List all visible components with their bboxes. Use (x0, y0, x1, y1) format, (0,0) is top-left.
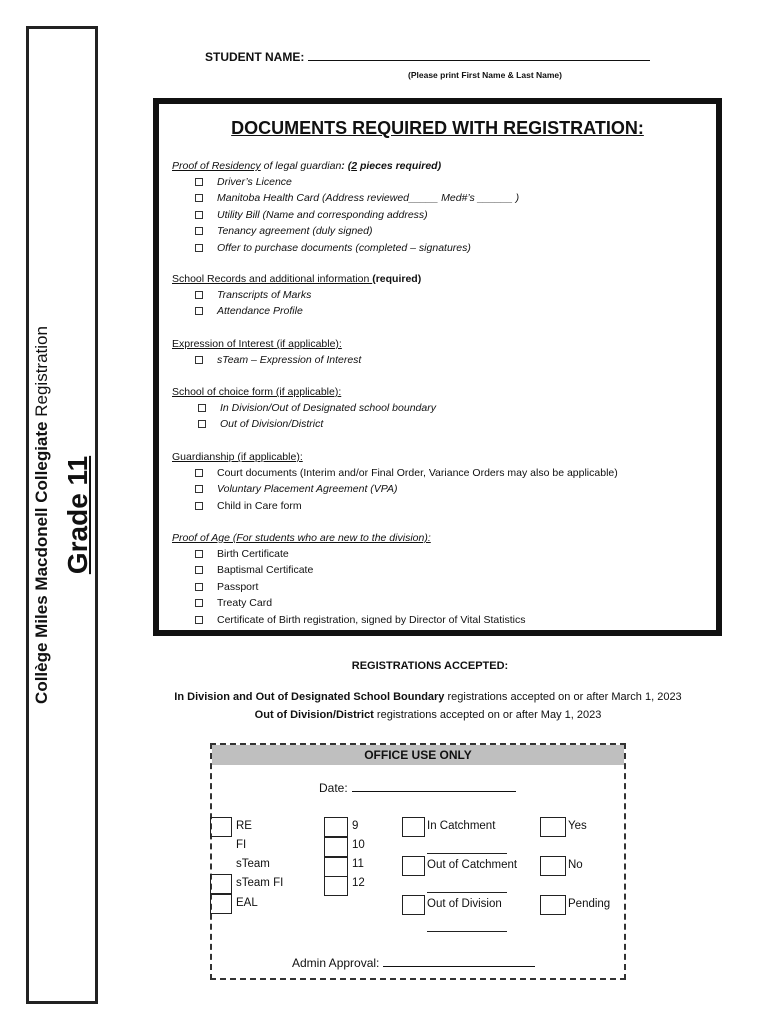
date-label: Date: (319, 781, 348, 795)
student-name-note: (Please print First Name & Last Name) (408, 70, 562, 80)
list-item: Manitoba Health Card (Address reviewed_____ Med#’s ______ ) (172, 190, 519, 206)
grade-box-11[interactable] (324, 857, 348, 877)
registrations-line-1: In Division and Out of Designated School Boundary registrations accepted on or after March 1, 2023 (174, 691, 682, 703)
list-item: Voluntary Placement Agreement (VPA) (172, 481, 618, 497)
catchment-line[interactable] (427, 892, 507, 893)
grade-title: Grade 11 (62, 455, 93, 575)
catchment-box-in[interactable] (402, 817, 425, 837)
program-label: FI (236, 839, 247, 851)
checkbox-icon[interactable] (195, 485, 203, 493)
grade-label: 11 (352, 858, 364, 870)
documents-title: DOCUMENTS REQUIRED WITH REGISTRATION: (231, 118, 644, 138)
list-item: Treaty Card (172, 595, 526, 611)
office-use-box (210, 743, 626, 980)
list-item: Driver’s Licence (172, 174, 519, 190)
residency-heading: Proof of Residency of legal guardian: (2 pieces required) (172, 160, 442, 172)
list-item: Passport (172, 579, 526, 595)
registrations-line-2: Out of Division/District registrations accepted on or after May 1, 2023 (254, 709, 602, 721)
grade-box-12[interactable] (324, 876, 348, 896)
grade-box-10[interactable] (324, 837, 348, 857)
checkbox-icon[interactable] (195, 227, 203, 235)
expression-heading: Expression of Interest (if applicable): (172, 338, 342, 350)
catchment-line[interactable] (427, 931, 507, 932)
status-label: Pending (568, 898, 611, 910)
school-registration-title (29, 65, 55, 965)
school-choice-heading: School of choice form (if applicable): (172, 386, 342, 398)
checkbox-icon[interactable] (195, 469, 203, 477)
program-box-re[interactable] (210, 817, 232, 837)
grade-label: 12 (352, 877, 365, 889)
list-item: Birth Certificate (172, 546, 526, 562)
program-label: RE (236, 820, 252, 832)
list-item: sTeam – Expression of Interest (172, 352, 361, 368)
catchment-label: Out of Catchment (427, 859, 518, 871)
program-box-eal[interactable] (210, 894, 232, 914)
checkbox-icon[interactable] (195, 291, 203, 299)
status-box-yes[interactable] (540, 817, 566, 837)
list-item: Attendance Profile (172, 303, 421, 319)
checkbox-icon[interactable] (198, 404, 206, 412)
date-row (319, 781, 516, 795)
program-box-steam[interactable] (210, 874, 232, 894)
sidebar-banner (26, 26, 98, 1004)
guardianship-heading: Guardianship (if applicable): (172, 451, 303, 463)
expression-section (172, 336, 361, 368)
school-name: Collège Miles Macdonell Collegiate (32, 421, 51, 704)
list-item: Child in Care form (172, 498, 618, 514)
school-records-section (172, 271, 421, 320)
documents-required-box (153, 98, 722, 636)
catchment-box-out[interactable] (402, 856, 425, 876)
list-item: Offer to purchase documents (completed – signatures) (172, 240, 519, 256)
guardianship-section (172, 449, 618, 514)
list-item: Certificate of Birth registration, signed by Director of Vital Statistics (172, 612, 526, 628)
grade-box-9[interactable] (324, 817, 348, 837)
checkbox-icon[interactable] (195, 616, 203, 624)
checkbox-icon[interactable] (195, 211, 203, 219)
checkbox-icon[interactable] (195, 599, 203, 607)
proof-of-age-heading: Proof of Age (For students who are new to the division): (172, 532, 431, 544)
checkbox-icon[interactable] (195, 194, 203, 202)
admin-approval-field[interactable] (383, 956, 535, 967)
student-name-field[interactable] (308, 50, 650, 61)
program-label: sTeam (236, 858, 270, 870)
list-item: Transcripts of Marks (172, 287, 421, 303)
list-item: Tenancy agreement (duly signed) (172, 223, 519, 239)
status-label: Yes (568, 820, 587, 832)
office-use-title: OFFICE USE ONLY (212, 745, 624, 765)
checkbox-icon[interactable] (195, 178, 203, 186)
checkbox-icon[interactable] (195, 550, 203, 558)
list-item: In Division/Out of Designated school boundary (172, 400, 436, 416)
school-records-heading: School Records and additional information (required) (172, 273, 422, 285)
checkbox-icon[interactable] (195, 502, 203, 510)
catchment-label: Out of Division (427, 898, 502, 910)
list-item: Court documents (Interim and/or Final Order, Variance Orders may also be applicable) (172, 465, 618, 481)
list-item: Utility Bill (Name and corresponding address) (172, 207, 519, 223)
checkbox-icon[interactable] (195, 356, 203, 364)
grade-label: 10 (352, 839, 365, 851)
student-name-row (205, 50, 650, 64)
checkbox-icon[interactable] (195, 244, 203, 252)
school-choice-section (172, 384, 436, 433)
admin-approval-label: Admin Approval: (292, 956, 380, 970)
admin-approval-row (292, 956, 535, 970)
checkbox-icon[interactable] (198, 420, 206, 428)
status-box-no[interactable] (540, 856, 566, 876)
student-name-label: STUDENT NAME: (205, 50, 305, 64)
checkbox-icon[interactable] (195, 583, 203, 591)
program-label: sTeam FI (236, 877, 284, 889)
checkbox-icon[interactable] (195, 307, 203, 315)
catchment-label: In Catchment (427, 820, 496, 832)
proof-of-age-section (172, 530, 526, 628)
residency-section (172, 158, 519, 256)
checkbox-icon[interactable] (195, 566, 203, 574)
catchment-box-division[interactable] (402, 895, 425, 915)
registrations-title: REGISTRATIONS ACCEPTED: (351, 660, 509, 672)
list-item: Out of Division/District (172, 416, 436, 432)
status-label: No (568, 859, 583, 871)
list-item: Baptismal Certificate (172, 562, 526, 578)
program-label: EAL (236, 897, 258, 909)
date-field[interactable] (352, 781, 516, 792)
grade-label: 9 (352, 820, 359, 832)
status-box-pending[interactable] (540, 895, 566, 915)
registration-word: Registration (32, 326, 51, 417)
catchment-line[interactable] (427, 853, 507, 854)
